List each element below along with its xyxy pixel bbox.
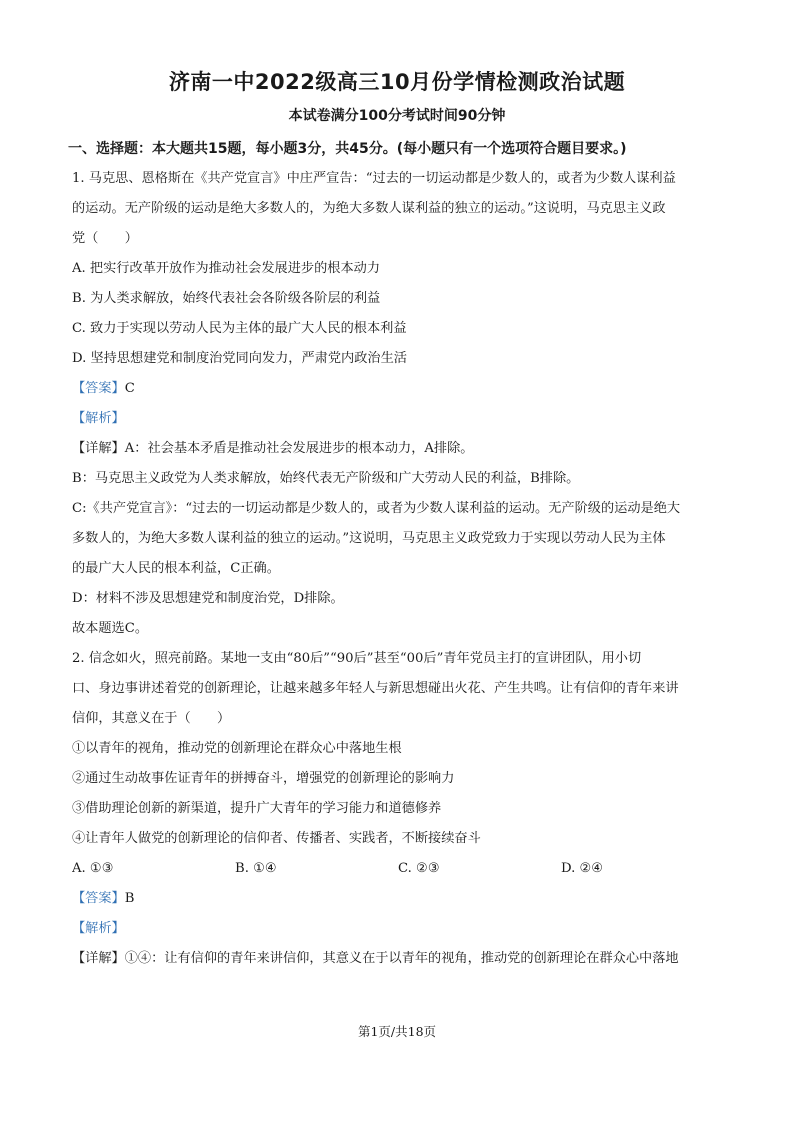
question-stem-line: 1. 马克思、恩格斯在《共产党宣言》中庄严宣告：“过去的一切运动都是少数人的，或者为少数人谋利益 bbox=[72, 171, 676, 186]
question-stem-line: 2. 信念如火，照亮前路。某地一支由“80后”“90后”甚至“00后”青年党员主打的宣讲团队，用小切 bbox=[72, 651, 642, 666]
question-stem-line: 信仰，其意义在于（ ） bbox=[72, 711, 231, 726]
question-stem-line: 口、身边事讲述着党的创新理论，让越来越多年轻人与新思想碰出火花、产生共鸣。让有信仰的青年来讲 bbox=[72, 681, 679, 696]
statement-item-4: ④让青年人做党的创新理论的信仰者、传播者、实践者，不断接续奋斗 bbox=[72, 831, 481, 846]
option-b: B. 为人类求解放，始终代表社会各阶级各阶层的利益 bbox=[72, 291, 381, 306]
analysis-line bbox=[72, 914, 724, 944]
detail-tag: 【详解】 bbox=[72, 441, 125, 456]
options-row bbox=[72, 854, 724, 884]
detail-text: ①④：让有信仰的青年来讲信仰，其意义在于以青年的视角，推动党的创新理论在群众心中落地 bbox=[124, 951, 679, 966]
analysis-tag: 【解析】 bbox=[72, 411, 125, 426]
exam-content bbox=[68, 134, 724, 974]
option-a: A. ①③ bbox=[72, 861, 114, 876]
option-c: C. 致力于实现以劳动人民为主体的最广大人民的根本利益 bbox=[72, 321, 407, 336]
statement-item-2: ②通过生动故事佐证青年的拼搏奋斗，增强党的创新理论的影响力 bbox=[72, 771, 455, 786]
analysis-tag: 【解析】 bbox=[72, 921, 125, 936]
detail-line: B：马克思主义政党为人类求解放，始终代表无产阶级和广大劳动人民的利益，B排除。 bbox=[72, 471, 580, 486]
page-title: 济南一中2022级高三10月份学情检测政治试题 bbox=[168, 70, 626, 94]
detail-line bbox=[72, 944, 724, 974]
question-1 bbox=[72, 164, 724, 644]
detail-tag: 【详解】 bbox=[72, 951, 125, 966]
option-d: D. 坚持思想建党和制度治党同向发力，严肃党内政治生活 bbox=[72, 351, 407, 366]
option-b: B. ①④ bbox=[235, 861, 277, 876]
option-c: C. ②③ bbox=[398, 861, 440, 876]
detail-line bbox=[72, 434, 724, 464]
detail-line: 的最广大人民的根本利益，C正确。 bbox=[72, 561, 280, 576]
statement-item-3: ③借助理论创新的新渠道，提升广大青年的学习能力和道德修养 bbox=[72, 801, 442, 816]
detail-line: 多数人的，为绝大多数人谋利益的独立的运动。”这说明，马克思主义政党致力于实现以劳动人民为主体 bbox=[72, 531, 666, 546]
page-number: 第1页/共18页 bbox=[357, 1024, 437, 1039]
answer-value: B bbox=[124, 891, 135, 906]
detail-line: D：材料不涉及思想建党和制度治党，D排除。 bbox=[72, 591, 344, 606]
question-stem-line: 的运动。无产阶级的运动是绝大多数人的，为绝大多数人谋利益的独立的运动。”这说明，马克思主义政 bbox=[72, 201, 666, 216]
answer-tag: 【答案】 bbox=[72, 381, 125, 396]
detail-line: 故本题选C。 bbox=[72, 621, 149, 636]
question-stem-line: 党（ ） bbox=[72, 231, 138, 246]
section-heading: 一、选择题：本大题共15题，每小题3分，共45分。(每小题只有一个选项符合题目要求。) bbox=[68, 141, 627, 157]
analysis-line bbox=[72, 404, 724, 434]
answer-line bbox=[72, 374, 724, 404]
option-a: A. 把实行改革开放作为推动社会发展进步的根本动力 bbox=[72, 261, 381, 276]
statement-item-1: ①以青年的视角，推动党的创新理论在群众心中落地生根 bbox=[72, 741, 402, 756]
answer-line bbox=[72, 884, 724, 914]
detail-text: A：社会基本矛盾是推动社会发展进步的根本动力，A排除。 bbox=[124, 441, 474, 456]
answer-value: C bbox=[124, 381, 135, 396]
option-d: D. ②④ bbox=[561, 861, 604, 876]
detail-line: C:《共产党宣言》：“过去的一切运动都是少数人的，或者为少数人谋利益的运动。无产阶级的运动是绝大 bbox=[72, 501, 681, 516]
question-2 bbox=[72, 644, 724, 974]
exam-info-subtitle: 本试卷满分100分考试时间90分钟 bbox=[288, 108, 506, 124]
answer-tag: 【答案】 bbox=[72, 891, 125, 906]
